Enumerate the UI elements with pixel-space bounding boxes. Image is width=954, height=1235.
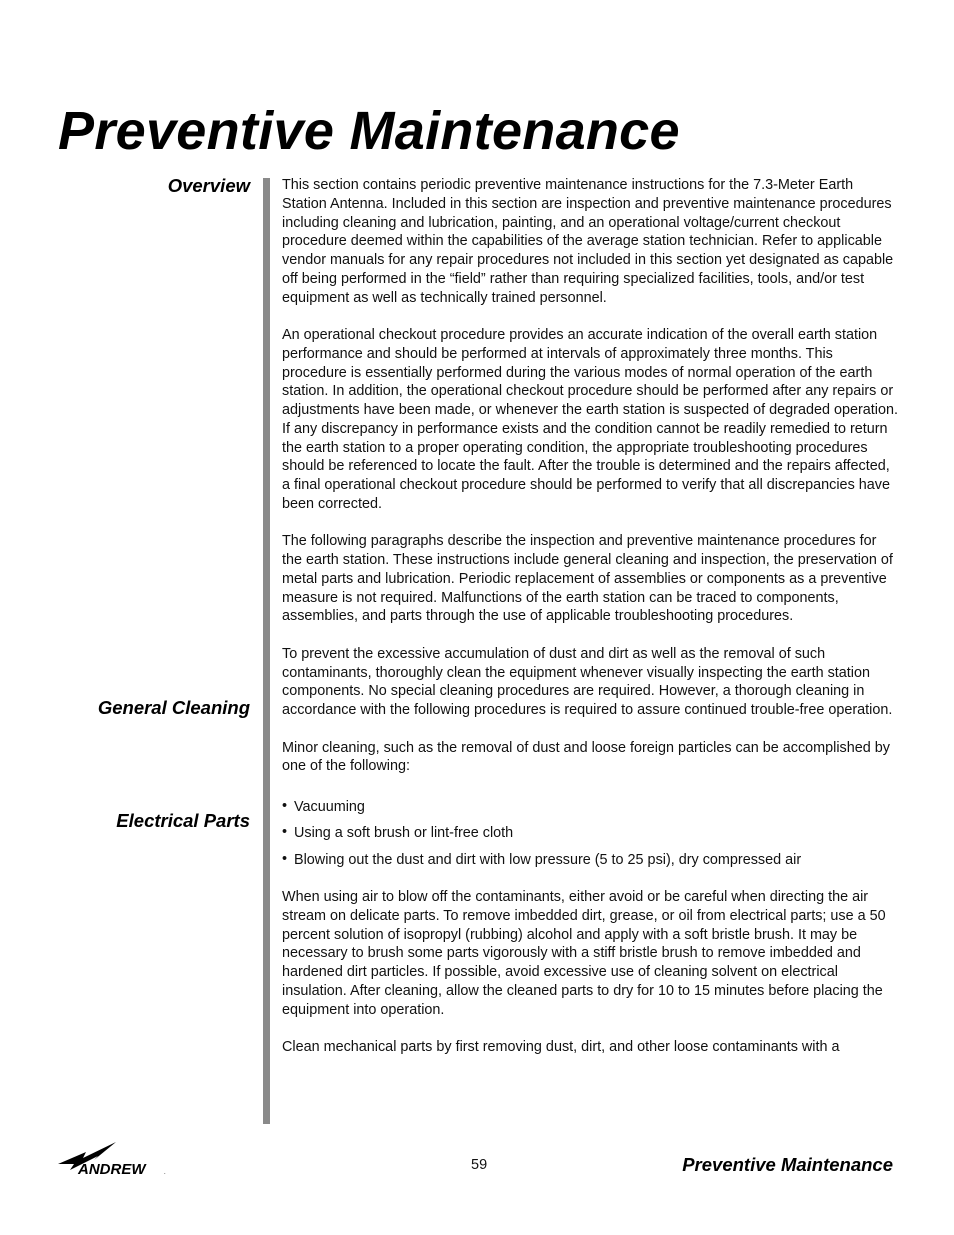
vertical-rule [263, 178, 270, 1124]
page-number: 59 [471, 1157, 488, 1173]
overview-paragraph-2: An operational checkout procedure provides an accurate indication of the overall earth station performance and should be performed at intervals of approximately three months. This procedure is essentially performed during the various modes of normal operation of the earth station. In addition, the operational checkout procedure should be performed after any repairs or adjustments have been made, or whenever the earth station is suspected of degraded operation. If any discrepancy in performance exists and the condition cannot be readily remedied to return the earth station to a proper operating condition, the appropriate troubleshooting procedures should be referenced to locate the fault. After the trouble is determined and the repairs affected, a final operational checkout procedure should be performed to verify that all discrepancies have been corrected. [282, 327, 898, 512]
general-cleaning-heading: General Cleaning [97, 697, 250, 718]
logo-text: ANDREW [78, 1161, 146, 1176]
list-item: • Using a soft brush or lint-free cloth [282, 824, 898, 843]
electrical-parts-intro: Minor cleaning, such as the removal of dust and loose foreign particles can be accomplished by one of the following: [282, 739, 890, 775]
svg-text:.: . [164, 1170, 166, 1176]
overview-heading: Overview [167, 175, 250, 196]
overview-paragraph-3: The following paragraphs describe the inspection and preventive maintenance procedures for the earth station. These instructions include general cleaning and inspection, the preservation of metal parts and lubrication. Periodic replacement of assemblies or components as a preventive measure is not required. Malfunctions of the earth station can be traced to components, assemblies, and parts through the use of applicable troubleshooting procedures. [282, 533, 893, 625]
running-footer-title: Preventive Maintenance [682, 1154, 893, 1175]
body-text [282, 176, 898, 1076]
general-cleaning-paragraph: To prevent the excessive accumulation of dust and dirt as well as the removal of such contaminants, thoroughly clean the equipment whenever visually inspecting the earth station components. No special cleaning procedures are required. However, a thorough cleaning in accordance with the following procedures is required to assure continued trouble-free operation. [282, 645, 893, 718]
mechanical-parts-paragraph: Clean mechanical parts by first removing dust, dirt, and other loose contaminants with a [282, 1039, 840, 1055]
electrical-parts-heading: Electrical Parts [116, 810, 250, 831]
page-title: Preventive Maintenance [58, 101, 680, 161]
list-item: • Blowing out the dust and dirt with low pressure (5 to 25 psi), dry compressed air [282, 851, 898, 870]
overview-paragraph-1: This section contains periodic preventive maintenance instructions for the 7.3-Meter Earth Station Antenna. Included in this section are inspection and preventive maintenance procedures including cleaning and lubrication, painting, and an operational voltage/current checkout procedure deemed within the capabilities of the average station technician. Refer to applicable vendor manuals for any repair procedures not included in this section yet designated as capable off being performed in the “field” rather than requiring specialized facilities, tools, and/or test equipment as well as technically trained personnel. [282, 177, 894, 306]
list-item: • Vacuuming [282, 798, 898, 817]
cleaning-methods-list [282, 798, 898, 869]
andrew-lightning-icon [56, 1140, 171, 1176]
air-cleaning-paragraph: When using air to blow off the contaminants, either avoid or be careful when directing the air stream on delicate parts. To remove imbedded dirt, grease, or oil from electrical parts; use a 50 percent solution of isopropyl (rubbing) alcohol and apply with a soft bristle brush. It may be necessary to brush some parts vigorously with a stiff bristle brush to remove imbedded and hardened dirt particles. If possible, avoid excessive use of cleaning solvent on electrical insulation. After cleaning, allow the cleaned parts to dry for 10 to 15 minutes before placing the equipment into operation. [282, 889, 886, 1018]
andrew-logo [56, 1140, 171, 1176]
